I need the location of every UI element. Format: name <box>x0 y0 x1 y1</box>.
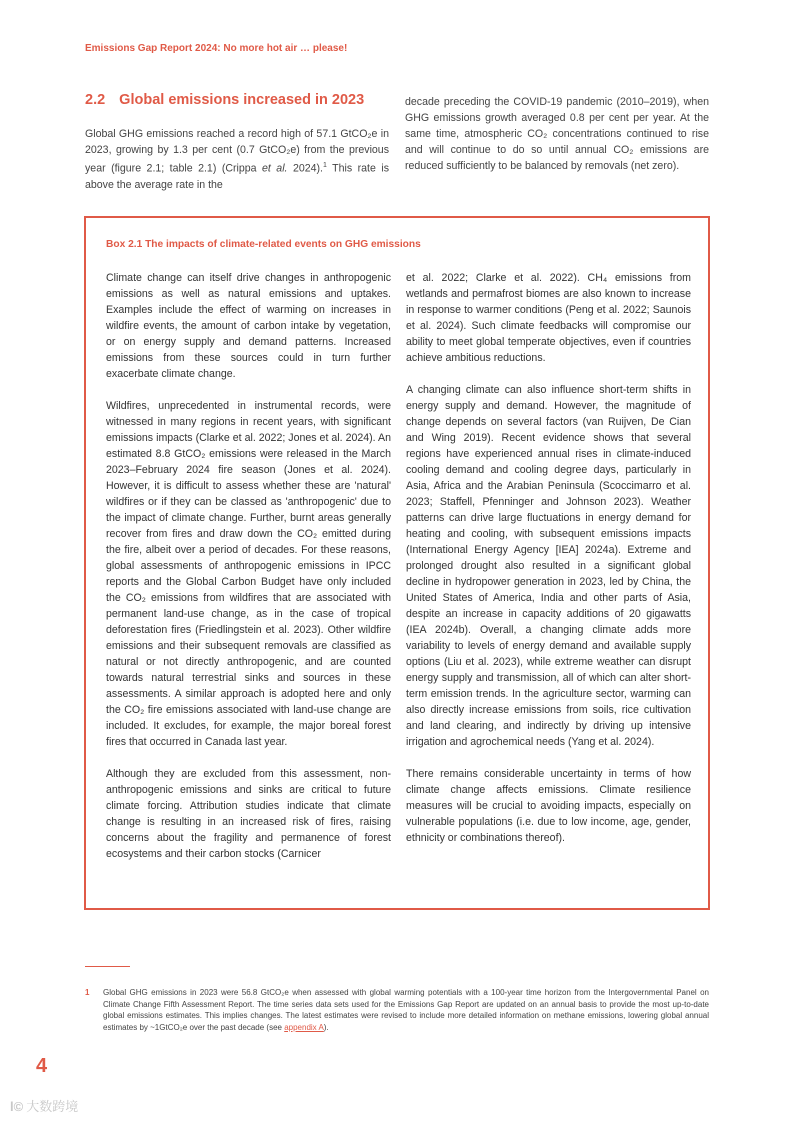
watermark <box>10 1096 78 1115</box>
box-column-right <box>406 270 691 862</box>
page-number: 4 <box>36 1055 48 1077</box>
box-paragraph: Climate change can itself drive changes in anthropogenic emissions as well as natural emissions and uptakes. Examples include the effect of warming on increases in wildfire events, the amount of carbon intake by vegetation, or on energy supply and demand patterns. Increased emissions from these sources could in turn further exacerbate climate change. <box>106 272 391 380</box>
appendix-a-link[interactable]: appendix A <box>284 1022 324 1032</box>
intro-paragraph-left: Global GHG emissions reached a record high of 57.1 GtCO₂e in 2023, growing by 1.3 per cent (0.7 GtCO₂e) from the previous year (figure 2.1; table 2.1) (Crippa et al. 2024).$^1$ This rate is above the average rate in the <box>85 128 390 191</box>
box-title: Box 2.1 The impacts of climate-related events on GHG emissions <box>106 239 421 250</box>
section-number: 2.2 <box>85 92 106 108</box>
footnote-ref[interactable]: 1 <box>323 162 327 169</box>
intro-paragraph-right: decade preceding the COVID-19 pandemic (2010–2019), when GHG emissions growth averaged 0.8 per cent per year. At the same time, atmospheric CO₂ concentrations continued to rise and will continue to do so until annual CO₂ emissions are reduced sufficiently to be balanced by removals (net zero). <box>405 96 709 172</box>
footnote-divider <box>85 966 130 967</box>
footnote-text: Global GHG emissions in 2023 were 56.8 GtCO₂e when assessed with global warming potentials with a 100-year time horizon from the Intergovernmental Panel on Climate Change Fifth Assessment Report. The time series data sets used for the Emissions Gap Report are updated on an annual basis to provide the most up-to-date global emissions estimates. This implies changes. The latest estimates were revised to include more detailed information on methane emissions, lowering global annual estimates by ~1GtCO₂e over the past decade (see appendix A). <box>103 988 709 1032</box>
box-paragraph: et al. 2022; Clarke et al. 2022). CH₄ emissions from wetlands and permafrost biomes are also known to increase in response to warmer conditions (Peng et al. 2022; Saunois et al. 2024). Such climate feedbacks will compromise our ability to meet global temperate objectives, even if countries achieve ambitious reductions. <box>406 272 691 364</box>
section-heading <box>85 92 364 108</box>
section-title: Global emissions increased in 2023 <box>119 92 365 108</box>
box-column-left <box>106 270 391 878</box>
box-paragraph: Wildfires, unprecedented in instrumental records, were witnessed in many regions in recent years, with significant emissions impacts (Clarke et al. 2022; Jones et al. 2024). An estimated 8.8 GtCO₂ emissions were released in the March 2023–February 2024 fire season (Jones et al. 2024). However, it is difficult to assess whether these are 'natural' wildfires or if they can be classed as 'anthropogenic' due to the impact of climate change. Further, burnt areas generally recover from fires and draw down the CO₂ emitted during the fire, albeit over a period of decades. For these reasons, global assessments of anthropogenic emissions in IPCC reports and the Global Carbon Budget have only included the CO₂ emissions from wildfires that are associated with permanent land-use change, as in the case of tropical deforestation fires (Friedlingstein et al. 2023). Other wildfire emissions and their subsequent removals are classified as natural or not directly anthropogenic, and are counted towards natural terrestrial sinks and sources in these assessments. A similar approach is adopted here and only the CO₂ fire emissions associated with land-use change are included. It excludes, for example, the major boreal forest fires that occurred in Canada last year. <box>106 400 391 748</box>
watermark-logo-icon: l© <box>10 1099 24 1114</box>
box-paragraph: A changing climate can also influence short-term shifts in energy supply and demand. However, the magnitude of change depends on several factors (van Ruijven, De Cian and Wing 2019). Recent evidence shows that several regions have experienced annual rises in climate-induced cooling demand and cooling degree days, particularly in Asia, Africa and the Arabian Peninsula (Scoccimarro et al. 2023; Staffell, Pfenninger and Johnson 2023). Weather patterns can drive large fluctuations in energy demand for heating and cooling, with subsequent emissions impacts (International Energy Agency [IEA] 2024a). Extreme and prolonged drought also resulted in a significant global decline in hydropower generation in 2023, led by China, the United States of America, India and other parts of Asia, despite an increase in capacity additions of 20 gigawatts (IEA 2024b). Overall, a changing climate adds more variability to levels of energy demand and available supply options (Liu et al. 2023), while extreme weather can disrupt energy supply and transmission, all of which can alter short-term emission trends. In the agriculture sector, warming can also directly increase emissions from soils, rice cultivation and land clearing, and indirectly by driving up intensive irrigation and agrochemical needs (Yang et al. 2024). <box>406 384 691 748</box>
box-2-1 <box>84 216 710 910</box>
running-header: Emissions Gap Report 2024: No more hot air … please! <box>85 43 348 54</box>
box-paragraph: There remains considerable uncertainty in terms of how climate change affects emissions. Climate resilience measures will be crucial to avoiding impacts, especially on vulnerable populations (i.e. due to low income, age, gender, ethnicity or combinations thereof). <box>406 768 691 844</box>
footnote-number: 1 <box>85 988 90 997</box>
watermark-text: 大数跨境 <box>26 1099 79 1114</box>
box-paragraph: Although they are excluded from this assessment, non-anthropogenic emissions and sinks are critical to future climate forcing. Attribution studies indicate that climate change is resulting in an increased risk of fires, raising concerns about the fragility and permanence of forest ecosystems and their carbon stocks (Carnicer <box>106 768 391 860</box>
footnote <box>85 987 709 1033</box>
